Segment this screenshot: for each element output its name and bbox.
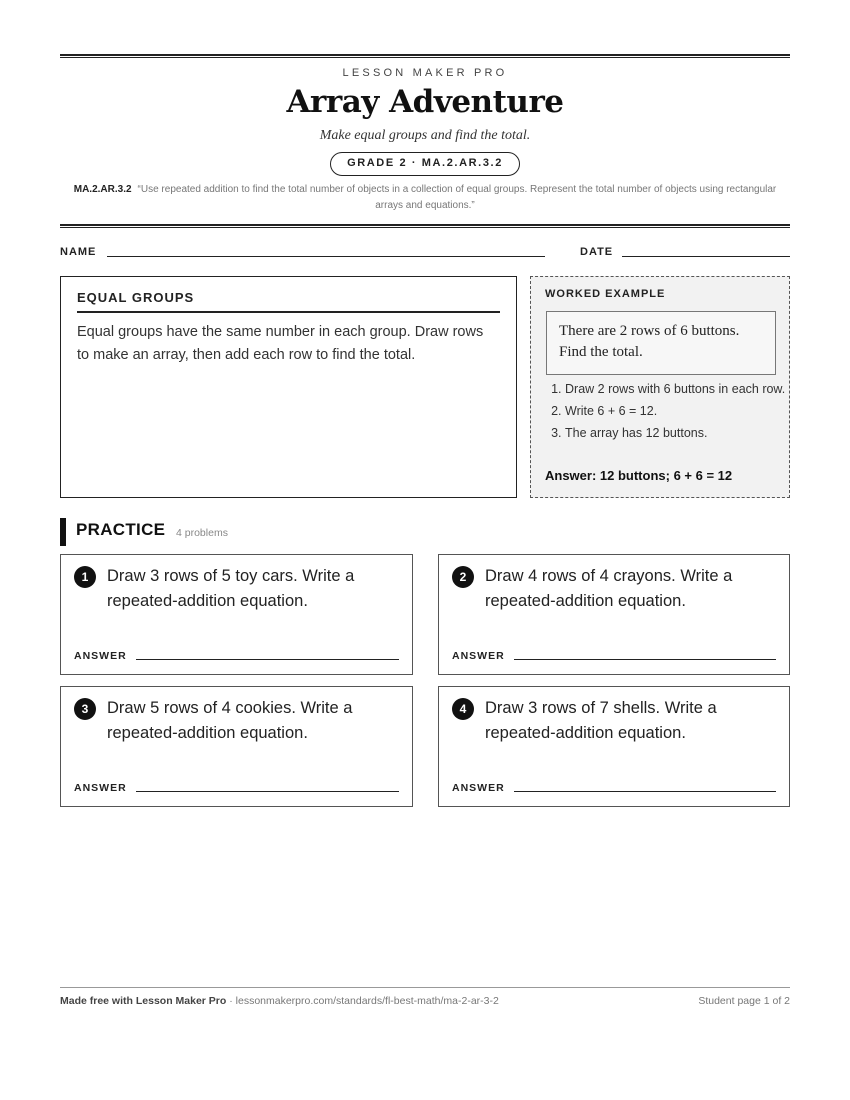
problem-card-1 — [60, 554, 413, 675]
worked-example-heading: WORKED EXAMPLE — [545, 288, 666, 300]
date-field[interactable] — [622, 256, 790, 257]
footer-credit — [60, 995, 499, 1007]
practice-heading: PRACTICE — [76, 520, 166, 539]
answer-field[interactable] — [136, 659, 399, 660]
worked-example-steps — [545, 379, 801, 445]
page-subtitle: Make equal groups and find the total. — [319, 128, 531, 143]
problem-card-4 — [438, 686, 790, 807]
page-title: Array Adventure — [286, 84, 564, 120]
problem-number-badge: 3 — [74, 698, 96, 720]
footer-made-with: Made free with Lesson Maker Pro — [60, 995, 227, 1007]
answer-field[interactable] — [514, 659, 776, 660]
worked-step: 1. Draw 2 rows with 6 buttons in each row. — [565, 379, 801, 399]
footer-url[interactable]: · lessonmakerpro.com/standards/fl-best-math/ma-2-ar-3-2 — [229, 995, 499, 1007]
equal-groups-heading: EQUAL GROUPS — [77, 290, 500, 313]
answer-label: ANSWER — [74, 782, 127, 794]
standard-code: MA.2.AR.3.2 — [73, 184, 132, 195]
practice-accent-bar — [60, 518, 66, 546]
answer-label: ANSWER — [452, 650, 505, 662]
problem-card-2 — [438, 554, 790, 675]
problem-text: Draw 5 rows of 4 cookies. Write a repeated-addition equation. — [107, 699, 353, 742]
worked-step: 3. The array has 12 buttons. — [565, 423, 801, 443]
problem-card-3 — [60, 686, 413, 807]
equal-groups-box — [60, 276, 517, 498]
problem-text: Draw 4 rows of 4 crayons. Write a repeated-addition equation. — [485, 567, 733, 610]
problem-number-badge: 4 — [452, 698, 474, 720]
brand-name: LESSON MAKER PRO — [342, 67, 508, 79]
problem-text: Draw 3 rows of 5 toy cars. Write a repeated-addition equation. — [107, 567, 355, 610]
worked-example-prompt: There are 2 rows of 6 buttons. Find the total. — [546, 311, 776, 375]
footer-page-number: Student page 1 of 2 — [698, 995, 790, 1007]
standard-text: “Use repeated addition to find the total number of objects in a collection of equal groups. Represent the total number of objects using rectangular arrays and equations.” — [137, 184, 777, 211]
worked-example-answer: Answer: 12 buttons; 6 + 6 = 12 — [545, 468, 733, 483]
top-double-rule — [60, 54, 790, 58]
problem-text: Draw 3 rows of 7 shells. Write a repeated-addition equation. — [485, 699, 717, 742]
standard-description — [60, 182, 790, 214]
answer-label: ANSWER — [74, 650, 127, 662]
date-label: DATE — [580, 246, 614, 258]
problem-number-badge: 1 — [74, 566, 96, 588]
equal-groups-body: Equal groups have the same number in each group. Draw rows to make an array, then add each row to find the total. — [77, 324, 484, 363]
header-bottom-rule — [60, 224, 790, 228]
problem-number-badge: 2 — [452, 566, 474, 588]
name-field[interactable] — [107, 256, 545, 257]
answer-field[interactable] — [136, 791, 399, 792]
footer-rule — [60, 987, 790, 988]
answer-label: ANSWER — [452, 782, 505, 794]
practice-count: 4 problems — [176, 527, 228, 539]
name-label: NAME — [60, 246, 97, 258]
answer-field[interactable] — [514, 791, 776, 792]
grade-badge: GRADE 2 · MA.2.AR.3.2 — [330, 152, 520, 176]
worked-example-box — [530, 276, 790, 498]
worked-step: 2. Write 6 + 6 = 12. — [565, 401, 801, 421]
